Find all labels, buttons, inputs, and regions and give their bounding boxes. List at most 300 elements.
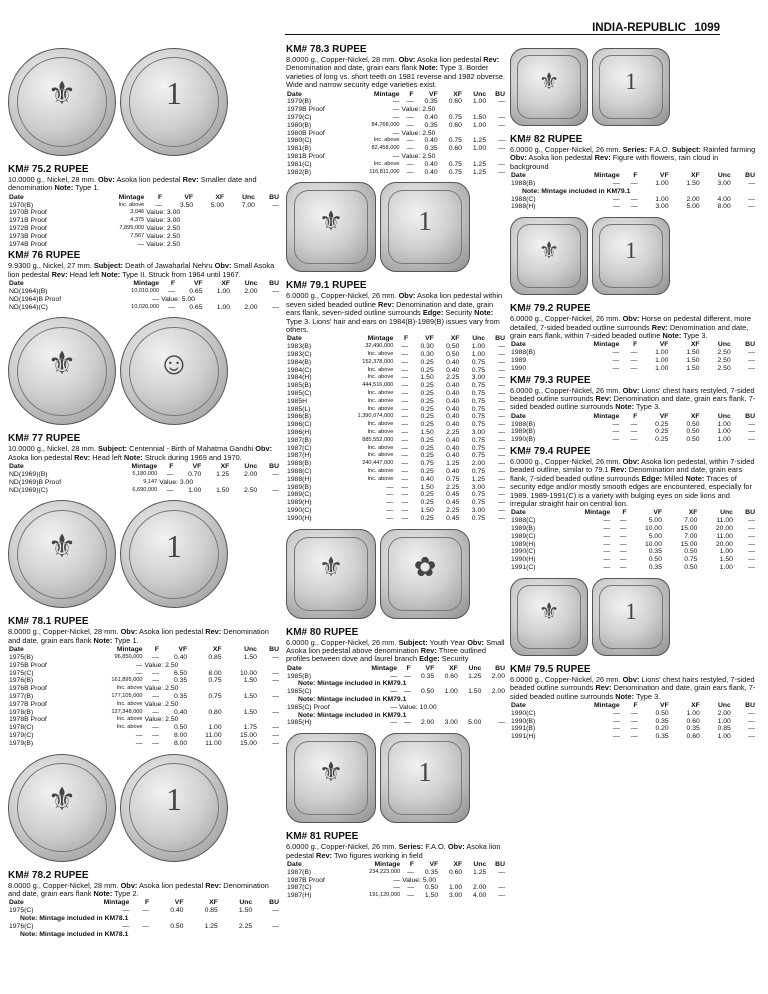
table-header-row [8, 463, 280, 471]
bu-cell: — [748, 203, 755, 211]
bu-cell: — [498, 868, 505, 876]
mintage-cell: 161,895,000 [111, 677, 143, 684]
column-header: Unc [717, 412, 731, 420]
unc-cell: 20.00 [715, 525, 733, 533]
table-row [510, 541, 756, 549]
catalog-entry [8, 754, 280, 939]
table-row [286, 137, 506, 145]
column-header: VF [659, 172, 669, 180]
date-cell: 1985(B) [287, 672, 312, 680]
table-header-row [8, 194, 280, 202]
f-cell: — [401, 405, 409, 413]
km-heading: KM# 75.2 RUPEE [8, 164, 89, 175]
xf-cell: 1.00 [686, 709, 700, 717]
unc-cell: 0.75 [471, 413, 486, 421]
table-row [8, 931, 280, 939]
date-cell: 1984(B) [287, 358, 312, 366]
vf-cell: 0.25 [420, 491, 434, 499]
table-row [8, 479, 280, 487]
mintage-cell: — [603, 525, 611, 533]
proof-value-cell: Value: 2.50 [144, 716, 179, 724]
date-cell: 1990(C) [287, 506, 312, 514]
date-cell: 1989(H) [511, 540, 536, 548]
bu-cell: — [272, 692, 279, 700]
vf-cell: 0.50 [420, 688, 435, 696]
km-heading: KM# 78.2 RUPEE [8, 869, 89, 881]
date-cell: 1985(C) [287, 688, 312, 696]
table-row [8, 288, 280, 296]
mintage-cell: — [392, 153, 400, 160]
bu-cell: — [498, 483, 505, 491]
xf-cell: 1.00 [444, 688, 458, 696]
bu-cell: — [498, 351, 505, 359]
column-header: VF [425, 335, 434, 343]
coin-reverse-image: 1 [120, 500, 228, 608]
mintage-cell: 10,020,000 [131, 303, 160, 310]
vf-cell: 3.50 [179, 201, 194, 209]
table-row [286, 696, 506, 704]
mintage-cell: — [390, 719, 398, 727]
unc-cell: 0.75 [471, 397, 486, 405]
vf-cell: 6.50 [173, 669, 188, 677]
catalog-entry [286, 44, 506, 176]
bu-cell: — [748, 540, 755, 548]
bu-cell: — [748, 180, 755, 188]
vf-cell: 0.25 [420, 405, 434, 413]
unc-cell: 2.50 [717, 364, 731, 372]
xf-cell: 0.40 [446, 358, 460, 366]
mintage-cell: Inc. above [367, 390, 394, 396]
f-cell: — [152, 708, 159, 716]
proof-value-cell: Value: 2.50 [144, 661, 179, 669]
xf-cell: 11.00 [205, 731, 222, 739]
column-header: VF [660, 702, 669, 710]
column-header: XF [688, 509, 698, 517]
date-cell: 1970B Proof [9, 209, 47, 217]
bu-cell: — [498, 382, 505, 390]
bu-cell: — [748, 548, 755, 556]
f-cell: — [152, 731, 159, 739]
f-cell: — [152, 677, 159, 685]
f-cell: — [152, 669, 159, 677]
price-table [510, 341, 756, 372]
unc-cell: 2.00 [244, 288, 258, 295]
unc-cell: 1.00 [717, 428, 731, 436]
table-header-row [8, 280, 280, 288]
f-cell: — [619, 548, 627, 556]
column-header: Date [511, 341, 526, 349]
date-cell: 1981(C) [287, 160, 312, 168]
column-header: Date [9, 899, 24, 907]
mintage-cell: Inc. above [367, 397, 394, 404]
f-cell: — [619, 540, 627, 548]
column-header: Mintage [593, 172, 620, 180]
vf-cell: 0.25 [655, 436, 669, 444]
date-cell: 1989(B) [287, 483, 312, 491]
column-header: Unc [472, 335, 486, 343]
catalog-entry [286, 182, 506, 522]
f-cell: — [630, 349, 638, 357]
date-cell: 1987(B) [287, 436, 312, 444]
f-cell: — [407, 868, 415, 876]
column-header: F [170, 280, 175, 288]
f-cell: — [403, 672, 411, 680]
vf-cell: 0.75 [420, 460, 434, 468]
xf-cell: 0.35 [686, 725, 700, 733]
mintage-cell: — [612, 428, 620, 436]
unc-cell: 1.50 [468, 688, 482, 696]
xf-cell: 0.40 [446, 421, 460, 429]
bu-cell: — [498, 390, 505, 397]
mintage-cell: 240,447,000 [362, 460, 394, 467]
xf-cell: 0.75 [446, 475, 460, 483]
table-row [8, 693, 280, 701]
price-table [510, 413, 756, 444]
table-row [510, 556, 756, 564]
date-cell: 1989(C) [287, 491, 312, 499]
table-row [286, 406, 506, 414]
bu-cell: — [498, 475, 505, 483]
column-header: F [154, 646, 159, 654]
xf-cell: 0.75 [448, 137, 462, 145]
xf-cell: 3.00 [444, 719, 458, 727]
column-header: BU [269, 646, 279, 654]
xf-cell: 0.50 [446, 343, 460, 351]
mintage-cell: — [386, 499, 394, 507]
vf-cell: 1.00 [655, 180, 669, 188]
unc-cell: 0.75 [471, 452, 486, 460]
vf-cell: 1.00 [188, 486, 202, 494]
f-cell: — [619, 532, 627, 540]
km-heading: KM# 79.2 RUPEE [510, 303, 591, 315]
price-table [8, 646, 280, 747]
mintage-cell: 885,552,000 [362, 436, 394, 443]
unc-cell: 1.50 [243, 692, 257, 700]
date-cell: 1990(C) [511, 709, 536, 717]
unc-cell: 0.75 [471, 491, 486, 499]
page-header [0, 22, 768, 36]
f-cell: — [401, 452, 409, 460]
mintage-cell: Inc. above [367, 444, 394, 451]
column-header: Unc [244, 463, 258, 471]
xf-cell: 15.00 [680, 525, 698, 533]
xf-cell: 7.00 [684, 532, 698, 540]
coin-images [8, 48, 280, 156]
table-row [286, 161, 506, 169]
mintage-cell: — [612, 349, 620, 357]
xf-cell: 7.00 [684, 517, 698, 525]
xf-cell: 0.85 [204, 907, 218, 915]
date-cell: 1985(L) [287, 405, 311, 413]
vf-cell: 0.40 [424, 137, 438, 145]
date-cell: 1983(C) [287, 351, 312, 359]
header-rule [285, 34, 720, 35]
bu-cell: — [272, 303, 279, 311]
vf-cell: 0.50 [424, 884, 439, 892]
f-cell: — [401, 428, 409, 436]
unc-cell: 0.75 [471, 444, 486, 452]
unc-cell: 2.50 [717, 349, 731, 357]
vf-cell: 0.25 [420, 467, 434, 475]
bu-cell: — [272, 739, 279, 747]
mintage-cell: — [152, 295, 160, 303]
price-table [510, 702, 756, 741]
proof-value-cell: Value: 2.50 [401, 153, 436, 160]
xf-cell: 2.25 [446, 428, 460, 436]
table-row [510, 428, 756, 436]
unc-cell: 1.00 [719, 564, 733, 572]
table-header-row [8, 646, 280, 654]
xf-cell: 1.50 [216, 486, 230, 494]
table-row [286, 892, 506, 900]
mintage-cell: — [612, 725, 620, 733]
vf-cell: 0.25 [655, 428, 669, 436]
column-header: XF [691, 702, 700, 710]
f-cell: — [630, 709, 638, 717]
vf-cell: 0.40 [173, 654, 188, 661]
xf-cell: 0.45 [446, 499, 460, 507]
date-cell: 1987B Proof [287, 876, 325, 884]
table-row [510, 421, 756, 429]
f-cell: — [630, 195, 638, 203]
date-cell: ND(1964)B Proof [9, 295, 62, 303]
unc-cell: 2.25 [238, 922, 253, 930]
unc-cell: 1.00 [717, 436, 731, 444]
xf-cell: 0.75 [448, 168, 462, 176]
mintage-cell: Inc. above [116, 685, 143, 692]
date-cell: 1986(B) [287, 413, 312, 421]
coin-images [8, 317, 280, 425]
km-heading: KM# 78.3 RUPEE [286, 44, 367, 55]
coin-reverse-image: 1 [592, 578, 670, 656]
mintage-cell: — [137, 240, 145, 248]
date-cell: 1979(B) [287, 98, 312, 106]
table-row [510, 357, 756, 365]
bu-cell: — [498, 160, 505, 168]
mintage-cell: — [603, 556, 611, 564]
xf-cell: 15.00 [680, 540, 698, 548]
f-cell: — [619, 525, 627, 533]
table-row [286, 398, 506, 406]
bu-cell: — [498, 405, 505, 413]
coin-description: 6.0000 g., Copper-Nickel, 26 mm. Subject: Youth Year Obv: Small Asoka lion pedestal above denomination Rev: Three outlined profiles between dove and laurel branch Edge: Security [286, 637, 505, 664]
mintage-cell: — [612, 420, 620, 428]
catalog-entry [510, 48, 756, 211]
date-cell: 1988(C) [287, 467, 312, 475]
f-cell: — [630, 364, 638, 372]
bu-cell: 2.00 [491, 672, 505, 680]
bu-cell: — [498, 397, 505, 405]
coin-reverse-image: ✿ [380, 529, 470, 619]
xf-cell: 0.80 [208, 708, 222, 716]
coin-obverse-image: ⚜ [8, 500, 116, 608]
xf-cell: 0.75 [208, 692, 222, 700]
unc-cell: 2.00 [717, 709, 731, 717]
column-header: BU [269, 899, 279, 907]
xf-cell: 0.40 [446, 366, 460, 374]
f-cell: — [406, 137, 414, 145]
xf-cell: 3.00 [448, 892, 463, 900]
xf-cell: 0.60 [686, 733, 700, 741]
f-cell: — [406, 145, 414, 153]
bu-cell: — [498, 413, 505, 421]
vf-cell: 1.00 [655, 364, 669, 372]
bu-cell: — [748, 525, 755, 533]
bu-cell: — [498, 892, 505, 900]
vf-cell: 0.35 [424, 868, 439, 876]
unc-cell: 2.00 [244, 471, 258, 478]
bu-cell: — [748, 349, 755, 357]
date-cell: 1982(B) [287, 168, 312, 176]
f-cell: — [630, 717, 638, 725]
bu-cell: — [272, 907, 279, 915]
table-row [510, 548, 756, 556]
unc-cell: 1.50 [238, 907, 253, 915]
vf-cell: 3.00 [655, 203, 669, 211]
f-cell: — [619, 517, 627, 525]
mintage-cell: Inc. above [367, 452, 394, 459]
xf-cell: 1.50 [686, 180, 700, 188]
mintage-cell: — [612, 436, 620, 444]
vf-cell: 0.25 [420, 514, 434, 522]
catalog-entry [510, 578, 756, 741]
column-header: Unc [473, 90, 487, 98]
date-cell: 1990(B) [511, 436, 536, 444]
f-cell: — [619, 564, 627, 572]
mintage-cell: 6,690,000 [132, 486, 158, 493]
date-cell: 1973B Proof [9, 232, 47, 240]
column-header: VF [659, 412, 669, 420]
mintage-cell: 3,046 [130, 209, 145, 216]
column-header: BU [495, 664, 505, 672]
bu-cell: — [498, 499, 505, 507]
date-cell: 1988(B) [511, 180, 536, 188]
table-row [286, 437, 506, 445]
unc-cell: 2.50 [717, 357, 731, 365]
table-row [510, 533, 756, 541]
coin-reverse-image: 1 [592, 48, 670, 126]
mintage-cell: 32,490,000 [365, 343, 394, 350]
bu-cell: — [748, 532, 755, 540]
column-header: VF [429, 90, 438, 98]
column-header: F [144, 899, 150, 907]
unc-cell: 1.50 [719, 556, 733, 564]
column-header: XF [449, 664, 458, 672]
bu-cell: — [748, 564, 755, 572]
table-row [286, 343, 506, 351]
mintage-cell: — [386, 491, 394, 499]
table-row [510, 718, 756, 726]
bu-cell: — [498, 506, 505, 514]
km-heading: KM# 82 RUPEE [510, 134, 583, 145]
mintage-cell: — [392, 114, 400, 122]
coin-reverse-image: 1 [380, 182, 470, 272]
date-cell: 1980B Proof [287, 129, 325, 137]
xf-cell: 0.75 [208, 677, 222, 685]
vf-cell: 0.65 [189, 288, 203, 295]
unc-cell: 1.50 [243, 677, 257, 685]
f-cell: — [401, 491, 409, 499]
f-cell: — [401, 397, 409, 405]
vf-cell: 0.40 [424, 114, 438, 122]
mintage-cell: 152,378,000 [362, 358, 394, 365]
xf-cell: 0.50 [684, 564, 698, 572]
xf-cell: 1.00 [216, 303, 231, 311]
table-row [510, 203, 756, 211]
table-row [286, 359, 506, 367]
column-header: XF [221, 280, 231, 288]
table-row [8, 296, 280, 304]
mintage-cell: — [612, 203, 620, 211]
coin-reverse-image: 1 [120, 48, 228, 156]
bu-cell: — [498, 121, 505, 129]
vf-cell: 0.35 [173, 692, 188, 700]
unc-cell: 1.75 [243, 724, 257, 732]
table-row [8, 740, 280, 748]
vf-cell: 0.40 [173, 708, 188, 716]
catalog-entry [510, 446, 756, 572]
price-table [286, 665, 506, 727]
price-table [510, 172, 756, 211]
table-row [8, 670, 280, 678]
vf-cell: 0.40 [420, 475, 434, 483]
table-row [8, 724, 280, 732]
xf-cell: 1.00 [448, 884, 463, 892]
date-cell: 1991(B) [511, 725, 536, 733]
coin-obverse-image: ⚜ [286, 529, 376, 619]
unc-cell: 2.00 [473, 884, 487, 892]
vf-cell: 0.65 [189, 303, 203, 311]
coin-description: 6.0000 g., Copper-Nickel, 26 mm. Series: F.A.O. Obv: Asoka lion pedestal Rev: Two figures working in field [286, 842, 501, 860]
vf-cell: 5.00 [648, 517, 662, 525]
bu-cell: — [498, 428, 505, 436]
bu-cell: — [272, 288, 279, 295]
date-cell: 1986(C) [287, 421, 312, 429]
unc-cell: 1.25 [468, 672, 482, 680]
xf-cell: 0.40 [446, 467, 460, 475]
unc-cell: 2.00 [244, 303, 258, 311]
f-cell: — [152, 724, 159, 732]
mintage-cell: — [392, 129, 400, 137]
date-cell: 1988(H) [511, 203, 536, 211]
column-header: Mintage [131, 463, 158, 471]
mintage-cell: — [603, 540, 611, 548]
mintage-cell: — [612, 357, 620, 365]
column-header: Date [9, 646, 24, 654]
column-header: BU [745, 412, 755, 420]
bu-cell: — [498, 491, 505, 499]
date-cell: 1977B Proof [9, 700, 47, 708]
mintage-cell: Inc. above [373, 137, 400, 144]
column-header: BU [745, 509, 755, 517]
date-cell: 1988(B) [511, 420, 536, 428]
table-row [510, 436, 756, 444]
mintage-cell: 82,458,000 [371, 145, 400, 152]
bu-cell: — [498, 467, 505, 475]
date-cell: 1984(H) [287, 374, 312, 382]
date-cell: 1977(B) [9, 692, 34, 700]
coin-obverse-image: ⚜ [510, 217, 588, 295]
coin-reverse-image: 1 [120, 754, 228, 862]
bu-cell: — [272, 731, 279, 739]
date-cell: 1975(B) [9, 654, 34, 661]
f-cell: — [401, 436, 409, 444]
date-cell: 1976(C) [9, 922, 34, 930]
coin-obverse-image: ⚜ [510, 578, 588, 656]
bu-cell: — [748, 733, 755, 741]
table-header-row [286, 91, 506, 99]
column-header: VF [184, 193, 194, 201]
